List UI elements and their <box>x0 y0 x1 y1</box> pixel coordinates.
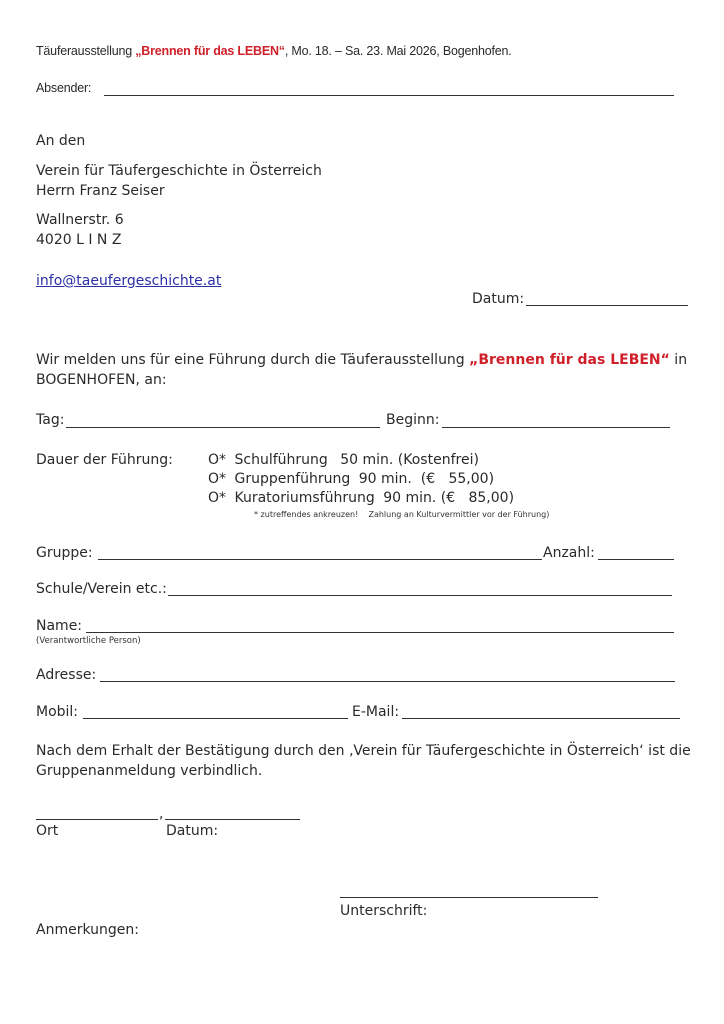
recipient-salutation: An den <box>36 133 86 149</box>
option-name: Kuratoriumsführung <box>234 490 375 506</box>
recipient-city: 4020 L I N Z <box>36 232 122 248</box>
gruppe-input-line[interactable] <box>98 559 542 560</box>
footer-datum-input-line[interactable] <box>165 819 300 820</box>
name-input-line[interactable] <box>86 632 674 633</box>
intro-text-after: in <box>669 352 688 368</box>
exhibition-title: „Brennen für das LEBEN“ <box>135 44 285 58</box>
adresse-input-line[interactable] <box>100 681 675 682</box>
header-prefix: Täuferausstellung <box>36 44 136 58</box>
recipient-organization: Verein für Täufergeschichte in Österreich <box>36 163 322 179</box>
beginn-input-line[interactable] <box>442 427 670 428</box>
ort-datum-comma: , <box>159 806 164 822</box>
gruppe-label: Gruppe: <box>36 545 93 561</box>
intro-text-before: Wir melden uns für eine Führung durch die Täuferausstellung <box>36 352 470 368</box>
option-detail: 50 min. (Kostenfrei) <box>340 452 479 468</box>
remarks-label: Anmerkungen: <box>36 922 139 938</box>
footer-datum-label: Datum: <box>166 823 219 839</box>
signature-label: Unterschrift: <box>340 903 428 919</box>
recipient-person: Herrn Franz Seiser <box>36 183 165 199</box>
duration-option-curator[interactable] <box>208 490 514 506</box>
anzahl-label: Anzahl: <box>543 545 595 561</box>
tag-label: Tag: <box>36 412 65 428</box>
ort-input-line[interactable] <box>36 819 158 820</box>
name-note: (Verantwortliche Person) <box>36 636 141 646</box>
intro-line-1 <box>36 352 687 368</box>
date-input-line[interactable] <box>526 305 688 306</box>
confirmation-line-2: Gruppenanmeldung verbindlich. <box>36 763 263 779</box>
name-label: Name: <box>36 618 83 634</box>
header-line <box>36 44 512 58</box>
mobil-label: Mobil: <box>36 704 79 720</box>
duration-label: Dauer der Führung: <box>36 452 173 468</box>
checkbox-marker[interactable]: O* <box>208 490 227 506</box>
email-input-line[interactable] <box>402 718 680 719</box>
duration-option-school[interactable] <box>208 452 479 468</box>
tag-input-line[interactable] <box>66 427 380 428</box>
confirmation-line-1: Nach dem Erhalt der Bestätigung durch den ‚Verein für Täufergeschichte in Österreich‘ ist die <box>36 743 691 759</box>
date-label: Datum: <box>472 291 525 307</box>
email-label: E-Mail: <box>352 704 400 720</box>
beginn-label: Beginn: <box>386 412 440 428</box>
intro-line-2: BOGENHOFEN, an: <box>36 372 167 388</box>
header-suffix: , Mo. 18. – Sa. 23. Mai 2026, Bogenhofen. <box>284 44 512 58</box>
recipient-email-link[interactable]: info@taeufergeschichte.at <box>36 273 222 289</box>
ort-label: Ort <box>36 823 59 839</box>
option-detail: 90 min. (€ 85,00) <box>383 490 515 506</box>
duration-option-group[interactable] <box>208 471 494 487</box>
option-name: Gruppenführung <box>234 471 351 487</box>
schule-input-line[interactable] <box>168 595 672 596</box>
intro-exhibition-title: „Brennen für das LEBEN“ <box>469 352 670 368</box>
checkbox-marker[interactable]: O* <box>208 471 227 487</box>
option-detail: 90 min. (€ 55,00) <box>358 471 495 487</box>
mobil-input-line[interactable] <box>83 718 348 719</box>
sender-label: Absender: <box>36 81 92 95</box>
sender-input-line[interactable] <box>104 95 674 96</box>
option-name: Schulführung <box>234 452 328 468</box>
schule-label: Schule/Verein etc.: <box>36 581 167 597</box>
checkbox-marker[interactable]: O* <box>208 452 227 468</box>
recipient-street: Wallnerstr. 6 <box>36 212 124 228</box>
signature-input-line[interactable] <box>340 897 598 898</box>
duration-note: * zutreffendes ankreuzen! Zahlung an Kulturvermittler vor der Führung) <box>254 510 550 519</box>
anzahl-input-line[interactable] <box>598 559 674 560</box>
adresse-label: Adresse: <box>36 667 97 683</box>
